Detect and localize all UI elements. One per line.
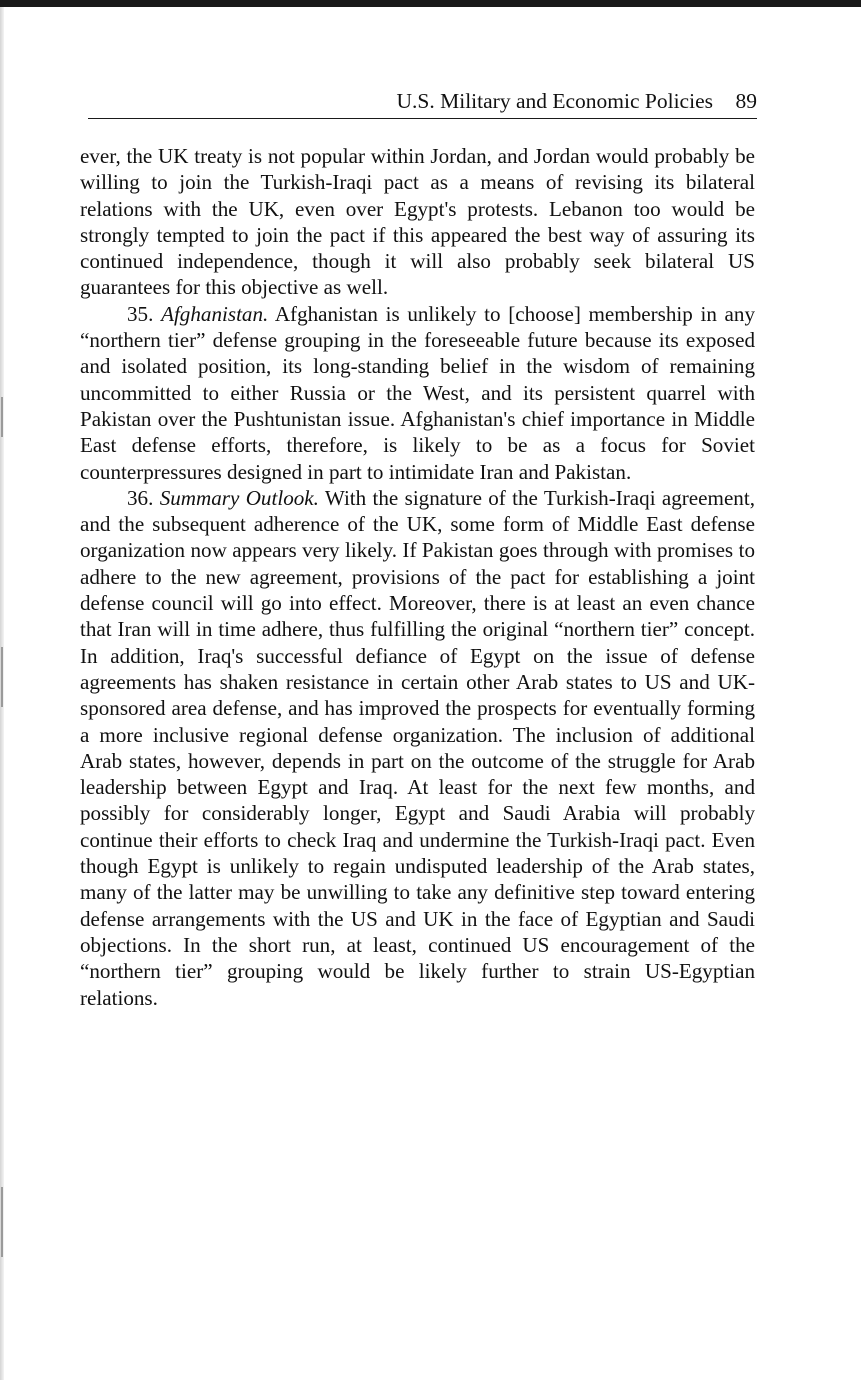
paragraph-afghanistan [80, 301, 755, 485]
paragraph-heading: Summary Outlook. [159, 485, 319, 510]
carryover-paragraph: ever, the UK treaty is not popular within Jordan, and Jordan would probably be willing to join the Turkish-Iraqi pact as a means of revising its bilateral relations with the UK, even over Egypt's protests. Lebanon too would be strongly tempted to join the pact if this appeared the best way of assuring its continued independence, though it will also probably seek bilateral US guarantees for this objective as well. [80, 144, 755, 300]
running-head-title: U.S. Military and Economic Policies [396, 89, 713, 113]
paragraph-summary-outlook [80, 485, 755, 1011]
page-top-edge [0, 0, 861, 7]
paragraph-number: 35. [127, 301, 154, 326]
paragraph-heading: Afghanistan. [161, 301, 269, 326]
binding-speck [1, 397, 3, 437]
binding-speck [1, 1187, 3, 1257]
page-body [80, 143, 755, 1011]
paragraph-text: With the signature of the Turkish-Iraqi agreement, and the subsequent adherence of the UK, some form of Middle East defense organization now appears very likely. If Pakistan goes through with promises to adhere to the new agreement, provisions of the pact for establishing a joint defense council will go into effect. Moreover, there is at least an even chance that Iran will in time adhere, thus fulfilling the original “northern tier” concept. In addition, Iraq's successful defiance of Egypt on the issue of defense agreements has shaken resistance in certain other Arab states to US and UK-sponsored area defense, and has improved the prospects for eventually forming a more inclusive regional defense organization. The inclusion of additional Arab states, however, depends in part on the outcome of the struggle for Arab leadership between Egypt and Iraq. At least for the next few months, and possibly for considerably longer, Egypt and Saudi Arabia will probably continue their efforts to check Iraq and undermine the Turkish-Iraqi pact. Even though Egypt is unlikely to regain undisputed leadership of the Arab states, many of the latter may be unwilling to take any definitive step toward entering defense arrangements with the US and UK in the face of Egyptian and Saudi objections. In the short run, at least, continued US encouragement of the “northern tier” grouping would be likely further to strain US-Egyptian relations. [80, 485, 755, 1010]
paragraph-text: Afghanistan is unlikely to [choose] membership in any “northern tier” defense grouping in the foreseeable future because its exposed and isolated position, its long-standing belief in the wisdom of remaining uncommitted to either Russia or the West, and its persistent quarrel with Pakistan over the Pushtunistan issue. Afghanistan's chief importance in Middle East defense efforts, therefore, is likely to be as a focus for Soviet counterpressures designed in part to intimidate Iran and Pakistan. [80, 301, 756, 484]
paragraph-number: 36. [127, 485, 154, 510]
running-head [88, 88, 757, 119]
binding-edge [0, 7, 4, 1380]
page-number: 89 [735, 89, 757, 113]
binding-speck [1, 647, 3, 707]
